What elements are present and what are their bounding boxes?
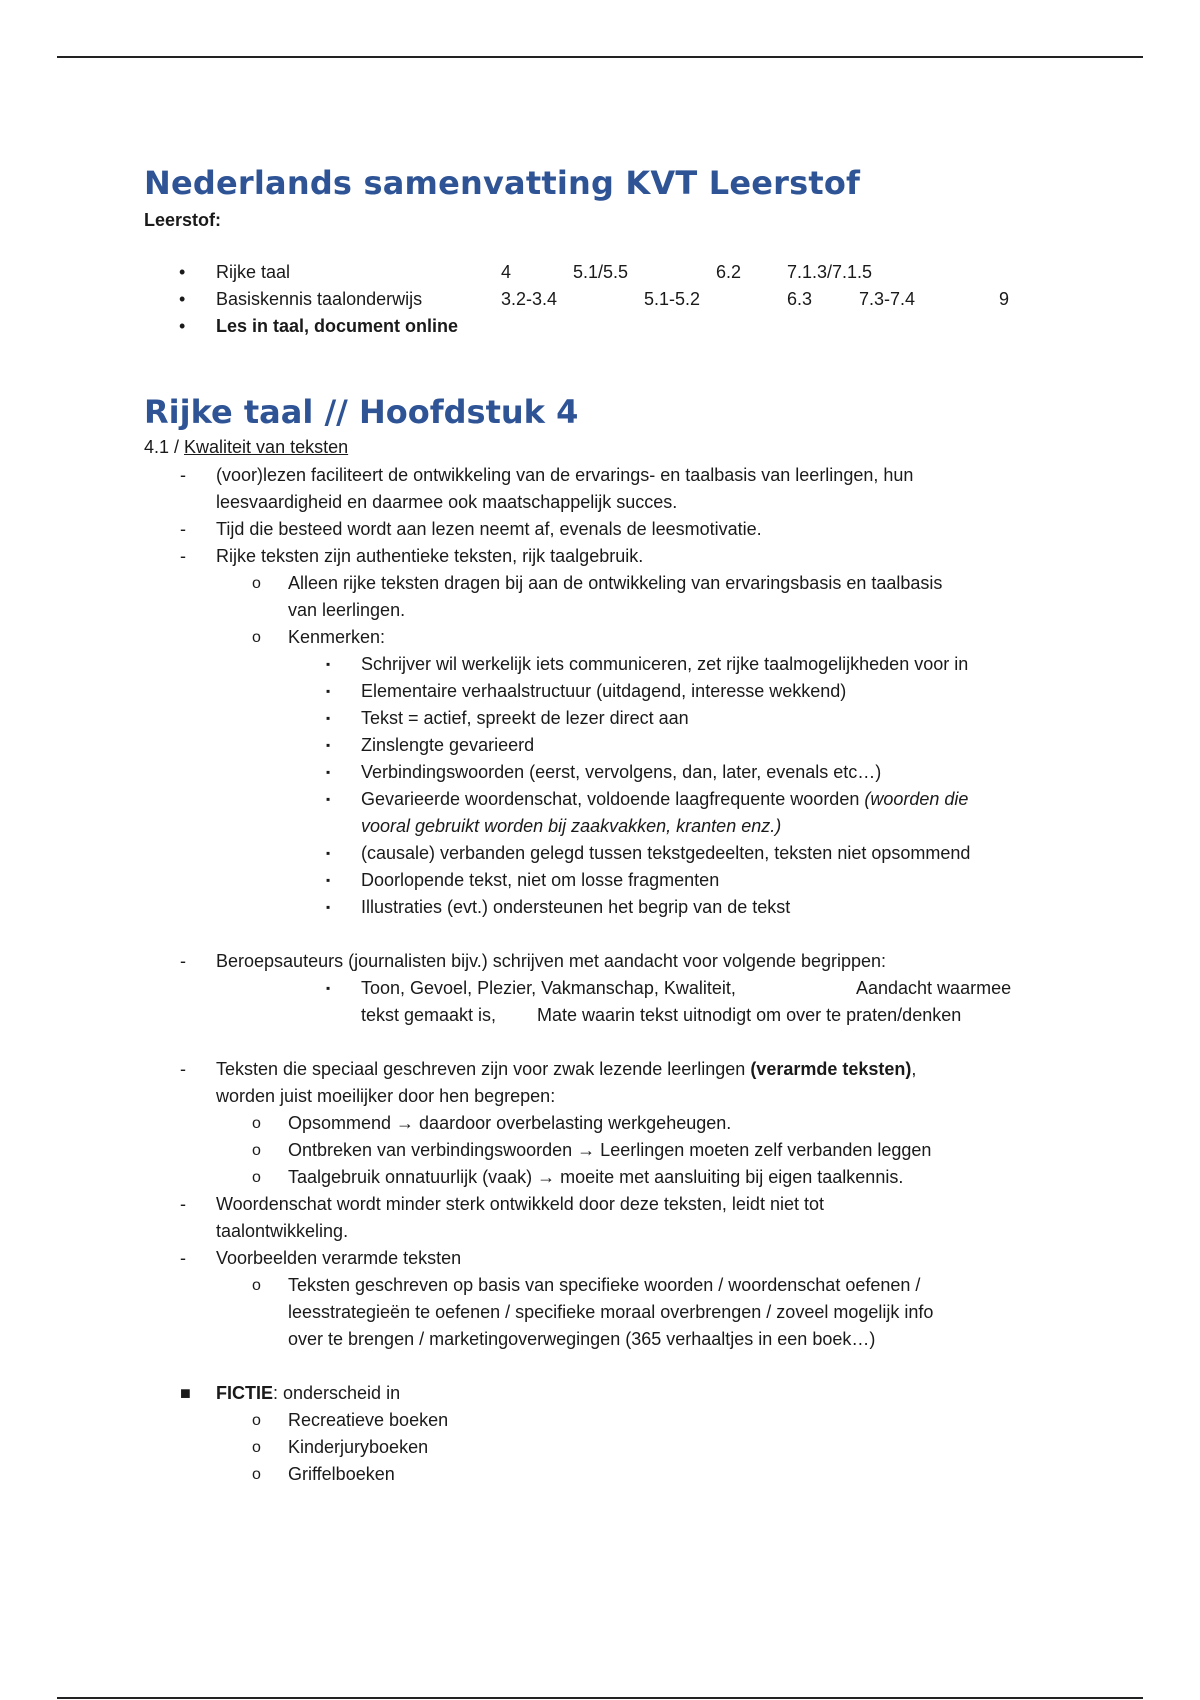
square-bullet-icon: ▪ (326, 900, 331, 914)
leerstof-list (144, 262, 1144, 343)
circle-bullet-icon: o (252, 1277, 261, 1294)
section-title: Rijke taal // Hoofdstuk 4 (144, 393, 579, 431)
circle-bullet-icon: o (252, 1412, 261, 1429)
list-item (216, 1380, 400, 1407)
list-item: Recreatieve boeken (288, 1410, 449, 1430)
chapter-ref: 6.3 (787, 289, 813, 309)
list-item (216, 1056, 916, 1083)
chapter-ref: 5.1/5.5 (573, 262, 629, 282)
list-item: Voorbeelden verarmde teksten (216, 1248, 462, 1268)
circle-bullet-icon: o (252, 1169, 261, 1186)
list-item: van leerlingen. (288, 600, 406, 620)
list-item: Doorlopende tekst, niet om losse fragmenten (361, 870, 720, 890)
header-rule (57, 56, 1143, 58)
list-item (361, 786, 968, 813)
square-bullet-icon: ▪ (326, 792, 331, 806)
circle-bullet-icon: o (252, 1115, 261, 1132)
dash-icon: - (180, 519, 186, 539)
list-item-text: Teksten die speciaal geschreven zijn voor zwak lezende leerlingen (216, 1059, 751, 1079)
list-item-label: Basiskennis taalonderwijs (216, 289, 423, 309)
list-item: Tekst = actief, spreekt de lezer direct aan (361, 708, 689, 728)
list-item: Ontbreken van verbindingswoorden → Leerlingen moeten zelf verbanden leggen (288, 1140, 932, 1160)
list-item (144, 289, 1144, 316)
list-item-bold: FICTIE (216, 1383, 273, 1403)
list-item: leesvaardigheid en daarmee ook maatschappelijk succes. (216, 492, 678, 512)
square-bullet-icon: ■ (180, 1383, 191, 1403)
dash-icon: - (180, 465, 186, 485)
list-item: Schrijver wil werkelijk iets communiceren, zet rijke taalmogelijkheden voor in (361, 654, 969, 674)
square-bullet-icon: ▪ (326, 846, 331, 860)
circle-bullet-icon: o (252, 1466, 261, 1483)
square-bullet-icon: ▪ (326, 765, 331, 779)
dash-icon: - (180, 1059, 186, 1079)
square-bullet-icon: ▪ (326, 711, 331, 725)
dash-icon: - (180, 951, 186, 971)
dash-icon: - (180, 1194, 186, 1214)
list-item: Taalgebruik onnatuurlijk (vaak) → moeite met aansluiting bij eigen taalkennis. (288, 1167, 904, 1187)
list-item: Beroepsauteurs (journalisten bijv.) schrijven met aandacht voor volgende begrippen: (216, 951, 887, 971)
section-subheading (144, 437, 348, 458)
chapter-ref: 6.2 (716, 262, 742, 282)
list-item: Zinslengte gevarieerd (361, 735, 535, 755)
list-item: Woordenschat wordt minder sterk ontwikkeld door deze teksten, leidt niet tot (216, 1194, 824, 1214)
dash-icon: - (180, 1248, 186, 1268)
list-item-italic: vooral gebruikt worden bij zaakvakken, kranten enz.) (361, 816, 782, 836)
leerstof-heading: Leerstof: (144, 210, 222, 230)
bullet-icon: • (179, 289, 186, 309)
list-item: Alleen rijke teksten dragen bij aan de ontwikkeling van ervaringsbasis en taalbasis (288, 573, 943, 593)
circle-bullet-icon: o (252, 575, 261, 592)
circle-bullet-icon: o (252, 629, 261, 646)
list-item: Verbindingswoorden (eerst, vervolgens, dan, later, evenals etc…) (361, 762, 882, 782)
footer-rule (57, 1697, 1143, 1699)
list-item-bold: (verarmde teksten) (750, 1059, 912, 1079)
list-item: taalontwikkeling. (216, 1221, 349, 1241)
list-item: (voor)lezen faciliteert de ontwikkeling van de ervarings- en taalbasis van leerlingen, hun (216, 465, 914, 485)
circle-bullet-icon: o (252, 1439, 261, 1456)
list-item: Tijd die besteed wordt aan lezen neemt af, evenals de leesmotivatie. (216, 519, 762, 539)
square-bullet-icon: ▪ (326, 873, 331, 887)
list-item: over te brengen / marketingoverwegingen (365 verhaaltjes in een boek…) (288, 1329, 876, 1349)
dash-icon: - (180, 546, 186, 566)
square-bullet-icon: ▪ (326, 657, 331, 671)
list-item (144, 316, 1144, 343)
square-bullet-icon: ▪ (326, 684, 331, 698)
list-item: Illustraties (evt.) ondersteunen het begrip van de tekst (361, 897, 791, 917)
list-item-italic: (woorden die (864, 789, 969, 809)
list-item-text: : onderscheid in (273, 1383, 401, 1403)
circle-bullet-icon: o (252, 1142, 261, 1159)
list-item: (causale) verbanden gelegd tussen tekstgedeelten, teksten niet opsommend (361, 843, 971, 863)
list-item: worden juist moeilijker door hen begrepen: (216, 1086, 556, 1106)
document-title: Nederlands samenvatting KVT Leerstof (144, 164, 861, 202)
section-number: 4.1 / (144, 437, 185, 457)
list-item: Opsommend → daardoor overbelasting werkgeheugen. (288, 1113, 732, 1133)
square-bullet-icon: ▪ (326, 738, 331, 752)
chapter-ref: 5.1-5.2 (644, 289, 701, 309)
list-item: tekst gemaakt is, (361, 1005, 497, 1025)
list-item-label: Rijke taal (216, 262, 291, 282)
list-item: Teksten geschreven op basis van specifieke woorden / woordenschat oefenen / (288, 1275, 921, 1295)
list-item-text: Gevarieerde woordenschat, voldoende laagfrequente woorden (361, 789, 865, 809)
list-item: Kenmerken: (288, 627, 386, 647)
bullet-icon: • (179, 316, 186, 336)
list-item-label: Les in taal, document online (216, 316, 459, 336)
chapter-ref: 9 (999, 289, 1010, 309)
list-item (361, 813, 781, 840)
list-item: Kinderjuryboeken (288, 1437, 429, 1457)
list-item: Rijke teksten zijn authentieke teksten, rijk taalgebruik. (216, 546, 644, 566)
list-item: Toon, Gevoel, Plezier, Vakmanschap, Kwaliteit, (361, 978, 736, 998)
list-item: Mate waarin tekst uitnodigt om over te praten/denken (537, 1005, 962, 1025)
chapter-ref: 3.2-3.4 (501, 289, 558, 309)
chapter-ref: 7.1.3/7.1.5 (787, 262, 873, 282)
list-item-text: , (911, 1059, 917, 1079)
list-item: Aandacht waarmee (856, 978, 1012, 998)
square-bullet-icon: ▪ (326, 981, 331, 995)
list-item: Griffelboeken (288, 1464, 395, 1484)
list-item: leesstrategieën te oefenen / specifieke moraal overbrengen / zoveel mogelijk info (288, 1302, 934, 1322)
chapter-ref: 7.3-7.4 (859, 289, 916, 309)
section-subheading-text: Kwaliteit van teksten (184, 437, 349, 457)
chapter-ref: 4 (501, 262, 512, 282)
list-item: Elementaire verhaalstructuur (uitdagend, interesse wekkend) (361, 681, 847, 701)
bullet-icon: • (179, 262, 186, 282)
list-item (144, 262, 1144, 289)
